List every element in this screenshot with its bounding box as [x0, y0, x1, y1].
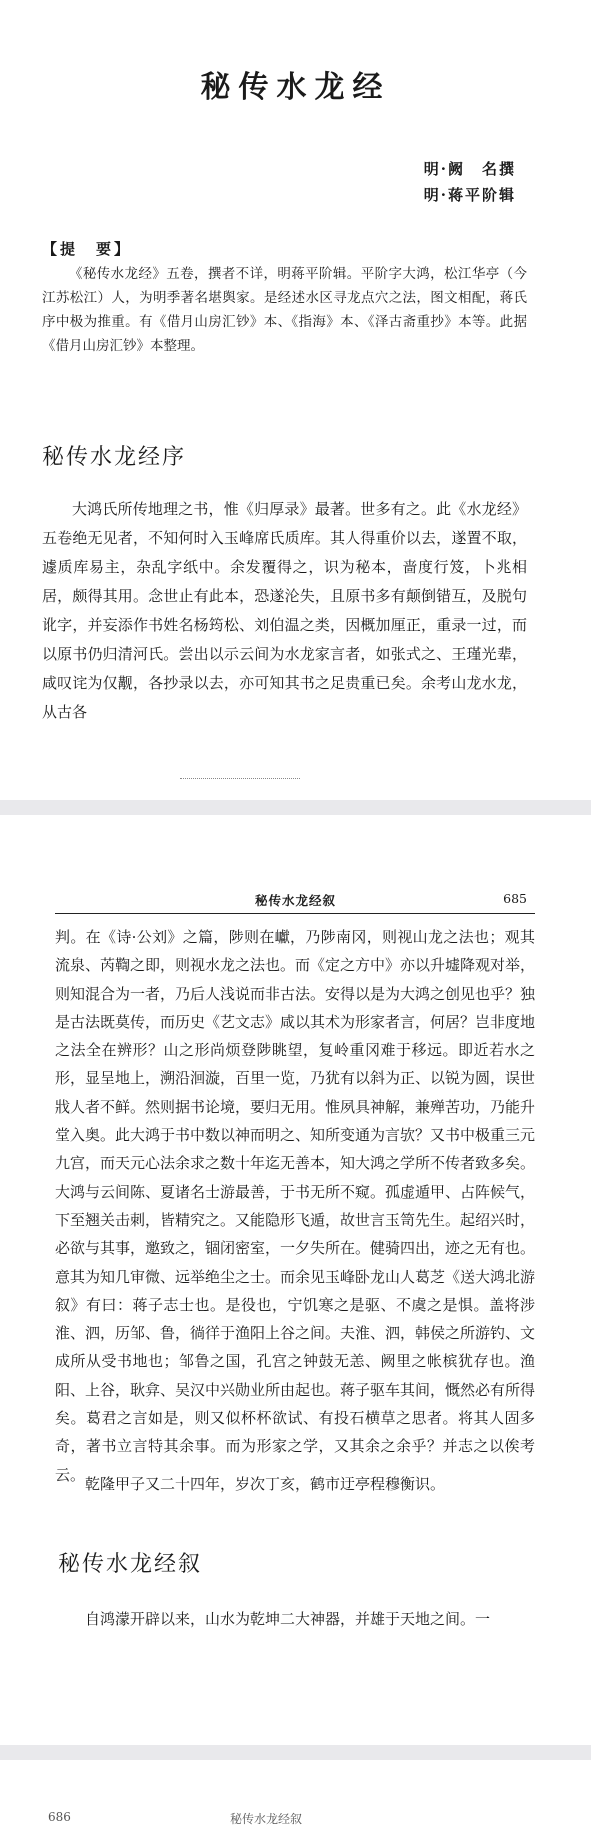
page-edge-mark [180, 778, 300, 781]
signoff-line: 乾隆甲子又二十四年，岁次丁亥，鹤市迂亭程穆衡识。 [85, 1475, 446, 1493]
section-title: 秘传水龙经叙 [58, 1552, 203, 1577]
section-title: 秘传水龙经序 [42, 445, 187, 470]
page-2 [0, 815, 591, 1745]
preface-paragraph: 判。在《诗·公刘》之篇，陟则在巘，乃陟南冈，则视山龙之法也；观其流泉、芮鞫之即，则视水龙之法也。而《定之方中》亦以升墟降观对举，则知混合为一者，乃后人浅说而非古法。安得以是为大鸿之创见也乎？独是古法既莫传，而历史《艺文志》咸以其术为形家者言，何居？岂非度地之法全在辨形？山之形尚烦登陟眺望，复岭重冈难于移远。即近若水之形，显呈地上，溯沿洄漩，百里一览，乃犹有以斜为正、以锐为圆，误世戕人者不鲜。然则据书论境，要归无用。惟夙具神解，兼殚苦功，乃能升堂入奥。此大鸿于书中数以神而明之、知所变通为言欤？又书中极重三元九宫，而天元心法余求之数十年迄无善本，知大鸿之学所不传者致多矣。大鸿与云间陈、夏诸名士游最善，于书无所不窥。孤虚遁甲、占阵候气，下至翘关击刺，皆精究之。又能隐形飞遁，故世言玉笥先生。起绍兴时，必欲与其事，邀致之，锢闭密室，一夕失所在。健骑四出，迹之无有也。意其为知几审微、远举绝尘之士。而余见玉峰卧龙山人葛芝《送大鸿北游叙》有曰：蒋子志士也。是役也，宁饥寒之是驱、不虞之是惧。盖将涉淮、泗，历邹、鲁，徜徉于渔阳上谷之间。夫淮、泗，韩侯之所游钓、文成所从受书地也；邹鲁之国，孔宫之钟鼓无恙、阙里之帐槟犹存也。渔阳、上谷，耿弇、吴汉中兴勋业所由起也。蒋子驱车其间，慨然必有所得矣。葛君之言如是，则又似杯杯欲试、有投石横草之思者。将其人固多奇，著书立言特其余事。而为形家之学，又其余之余乎？并志之以俟考云。 [55, 928, 536, 1484]
running-header [55, 887, 535, 914]
abstract-label: 【提 要】 [42, 240, 133, 258]
book-title: 秘传水龙经 [200, 70, 391, 105]
abstract-text: 《秘传水龙经》五卷，撰者不详，明蒋平阶辑。平阶字大鸿，松江华亭（今江苏松江）人，为明季著名堪舆家。是经述水区寻龙点穴之法，图文相配，蒋氏序中极为推重。有《借月山房汇钞》本、《指海》本、《泽古斋重抄》本等。此据《借月山房汇钞》本整理。 [42, 266, 527, 354]
running-title: 秘传水龙经叙 [230, 1812, 303, 1826]
page-number: 685 [503, 891, 527, 906]
page-1 [0, 0, 591, 800]
editor-line: 明·蒋平阶辑 [423, 186, 516, 204]
running-title: 秘传水龙经叙 [255, 893, 337, 908]
preface-paragraph: 大鸿氏所传地理之书，惟《归厚录》最著。世多有之。此《水龙经》五卷绝无见者，不知何时入玉峰席氏质库。其人得重价以去，遂置不取，遽质库易主，杂乱字纸中。余发覆得之，识为秘本，啬度行笈，卜兆相居，颇得其用。念世止有此本，恐遂沦失，且原书多有颠倒错互，及脱句讹字，并妄添作书姓名杨筠松、刘伯温之类，因概加厘正，重录一过，而以原书仍归清河氏。尝出以示云间为水龙家言者，如张式之、王瑾光辈，咸叹诧为仅觏，各抄录以去，亦可知其书之足贵重已矣。余考山龙水龙，从古各 [42, 500, 527, 721]
page-number: 686 [48, 1810, 71, 1824]
page-3 [0, 1760, 591, 1828]
preface-paragraph: 自鸿濛开辟以来，山水为乾坤二大神器，并雄于天地之间。一 [85, 1610, 491, 1628]
author-line: 明·阙 名撰 [423, 160, 516, 178]
